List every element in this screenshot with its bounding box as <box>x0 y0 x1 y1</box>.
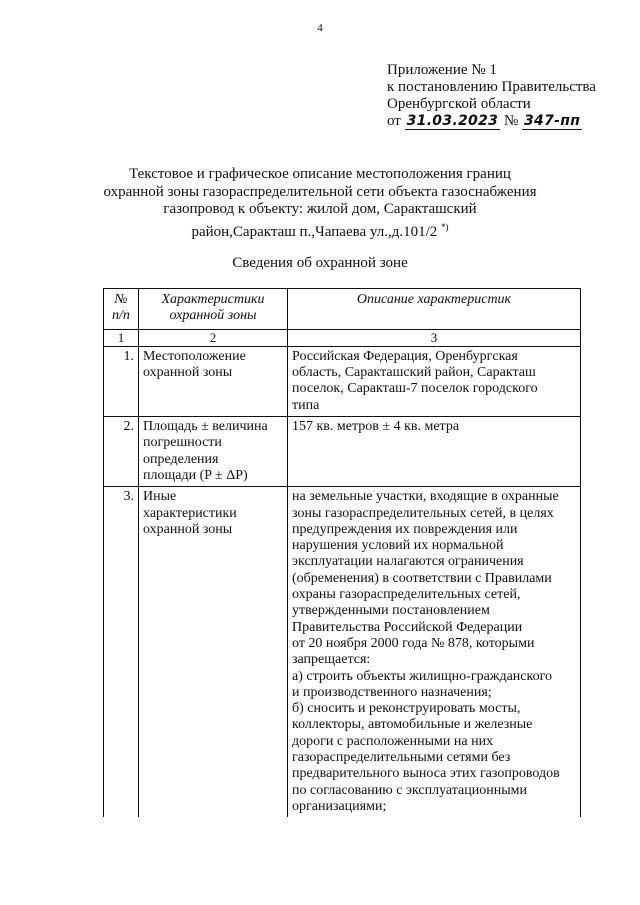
column-number: 1 <box>104 329 139 346</box>
cell-line: охраны газораспределительных сетей, <box>292 587 521 603</box>
header-text: охранной зоны <box>169 308 257 324</box>
cell-line: Площадь ± величина <box>143 419 268 435</box>
title-line: газопровод к объекту: жилой дом, Саракташский <box>163 201 477 217</box>
table-row <box>104 487 581 817</box>
table-row <box>104 417 581 487</box>
cell-line: (обременения) в соответствии с Правилами <box>292 570 552 586</box>
cell-line: по согласованию с эксплуатационными <box>292 782 527 798</box>
handwritten-number: 347-пп <box>524 113 581 129</box>
cell-line: дороги с расположенными на них <box>292 733 494 749</box>
cell-line: утвержденными постановлением <box>292 603 490 619</box>
appendix-line: Приложение № 1 <box>387 62 497 78</box>
table-header-row <box>104 289 581 330</box>
cell-line: газораспределительными сетями без <box>292 750 511 766</box>
header-num <box>104 289 139 330</box>
row-index: 2. <box>104 417 139 487</box>
header-characteristic <box>139 289 288 330</box>
column-number-row <box>104 329 581 346</box>
appendix-date-line <box>387 113 596 130</box>
cell-line: на земельные участки, входящие в охранные <box>292 489 559 505</box>
title-line: охранной зоны газораспределительной сети объекта газоснабжения <box>103 183 537 200</box>
table-row <box>104 346 581 416</box>
cell-line: нарушения условий их нормальной <box>292 538 504 554</box>
cell-line: Иные <box>143 489 177 505</box>
cell-line: охранной зоны <box>143 365 233 381</box>
cell-line: Правительства Российской Федерации <box>292 619 523 635</box>
header-text: № <box>114 292 128 307</box>
cell-line: б) сносить и реконструировать мосты, <box>292 701 521 717</box>
handwritten-date: 31.03.2023 <box>406 113 499 129</box>
cell-line: Местоположение <box>143 348 246 364</box>
row-characteristic <box>139 417 288 487</box>
header-description <box>288 289 581 330</box>
zone-info-table <box>103 288 581 817</box>
cell-line: погрешности <box>143 435 222 451</box>
cell-line: определения <box>143 451 219 467</box>
cell-line: площади (P ± ΔP) <box>143 467 248 483</box>
section-title: Сведения об охранной зоне <box>232 255 408 271</box>
header-text: Описание характеристик <box>356 292 512 307</box>
footnote-mark: *) <box>441 221 449 232</box>
cell-line: организациями; <box>292 798 387 814</box>
cell-line: область, Саракташский район, Саракташ <box>292 365 536 381</box>
document-title <box>100 166 540 241</box>
column-number: 2 <box>139 329 288 346</box>
row-index: 1. <box>104 346 139 416</box>
cell-line: охранной зоны <box>143 521 233 537</box>
appendix-line: к постановлению Правительства <box>387 79 596 95</box>
appendix-line: Оренбургской области <box>387 96 531 112</box>
column-number: 3 <box>288 329 581 346</box>
cell-line: от 20 ноября 2000 года № 878, которыми <box>292 635 535 651</box>
cell-line: 157 кв. метров ± 4 кв. метра <box>292 419 460 435</box>
row-description <box>288 346 581 416</box>
cell-line: Российская Федерация, Оренбургская <box>292 348 518 364</box>
title-line <box>100 219 540 242</box>
cell-line: предупреждения их повреждения или <box>292 521 518 537</box>
cell-line: запрещается: <box>292 652 371 668</box>
title-address: район,Саракташ п.,Чапаева ул.,д.101/2 <box>191 223 438 240</box>
date-prefix: от <box>387 113 401 129</box>
cell-line: эксплуатации налагаются ограничения <box>292 554 524 570</box>
cell-line: а) строить объекты жилищно-гражданского <box>292 668 552 684</box>
row-description <box>288 487 581 817</box>
cell-line: и производственного назначения; <box>292 684 492 700</box>
appendix-block <box>387 62 596 130</box>
row-characteristic <box>139 346 288 416</box>
cell-line: поселок, Саракташ-7 поселок городского <box>292 381 538 397</box>
cell-line: коллекторы, автомобильные и железные <box>292 717 533 733</box>
row-characteristic <box>139 487 288 817</box>
row-description <box>288 417 581 487</box>
cell-line: предварительного выноса этих газопроводов <box>292 766 560 782</box>
cell-line: типа <box>292 397 320 413</box>
page-number: 4 <box>317 22 323 34</box>
cell-line: характеристики <box>143 505 237 521</box>
header-text: п/п <box>112 308 130 324</box>
title-line: Текстовое и графическое описание местоположения границ <box>129 166 511 182</box>
row-index: 3. <box>104 487 139 817</box>
cell-line: зоны газораспределительных сетей, в целях <box>292 505 554 521</box>
number-prefix: № <box>503 113 519 129</box>
header-text: Характеристики <box>161 292 265 307</box>
